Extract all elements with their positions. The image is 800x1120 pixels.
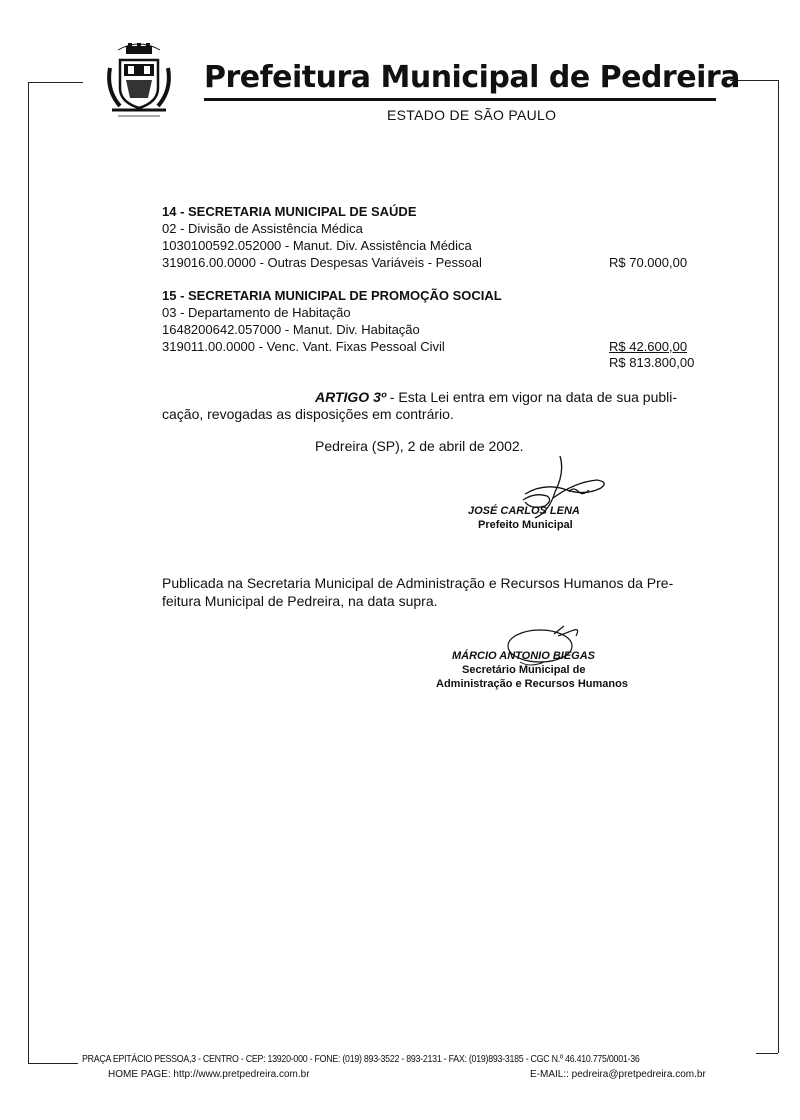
- footer-homepage: HOME PAGE: http://www.pretpedreira.com.br: [108, 1069, 310, 1080]
- section-15-line3: 319011.00.0000 - Venc. Vant. Fixas Pessoal Civil: [162, 339, 445, 354]
- page-subtitle: ESTADO DE SÃO PAULO: [387, 107, 557, 123]
- secretary-role-1: Secretário Municipal de: [462, 664, 586, 676]
- top-border-left: [28, 82, 83, 83]
- secretary-role-2: Administração e Recursos Humanos: [436, 678, 628, 690]
- section-14-line3: 319016.00.0000 - Outras Despesas Variáveis - Pessoal: [162, 255, 482, 270]
- bottom-border-left: [28, 1063, 78, 1064]
- footer-email: E-MAIL:: pedreira@pretpedreira.com.br: [530, 1069, 706, 1080]
- publication-line2: feitura Municipal de Pedreira, na data supra.: [162, 593, 438, 609]
- section-15-amount: R$ 42.600,00: [609, 339, 688, 354]
- section-14-line1: 02 - Divisão de Assistência Médica: [162, 221, 363, 236]
- artigo-text-1: - Esta Lei entra em vigor na data de sua publi-: [385, 389, 678, 405]
- title-underline: [204, 98, 716, 101]
- artigo-label: ARTIGO 3º: [315, 389, 386, 405]
- coat-of-arms-logo: [104, 40, 174, 120]
- section-14-line2: 1030100592.052000 - Manut. Div. Assistência Médica: [162, 238, 472, 253]
- secretary-name: MÁRCIO ANTONIO BIEGAS: [452, 650, 596, 662]
- left-border: [28, 82, 29, 1064]
- footer-address: PRAÇA EPITÁCIO PESSOA,3 - CENTRO - CEP: 13920-000 - FONE: (019) 893-3522 - 893-2131 - FAX: (019)893-3185 - CGC N.º 46.410.775/0001-36: [82, 1053, 640, 1065]
- date-line: Pedreira (SP), 2 de abril de 2002.: [315, 438, 524, 454]
- mayor-role: Prefeito Municipal: [478, 519, 573, 531]
- total-amount: R$ 813.800,00: [609, 355, 695, 370]
- section-14-heading: 14 - SECRETARIA MUNICIPAL DE SAÚDE: [162, 204, 417, 219]
- publication-line1: Publicada na Secretaria Municipal de Administração e Recursos Humanos da Pre-: [162, 575, 674, 591]
- artigo-line2: cação, revogadas as disposições em contrário.: [162, 406, 454, 422]
- bottom-border-right: [756, 1053, 778, 1054]
- section-15-line1: 03 - Departamento de Habitação: [162, 305, 351, 320]
- section-14-amount: R$ 70.000,00: [609, 255, 688, 270]
- section-15-heading: 15 - SECRETARIA MUNICIPAL DE PROMOÇÃO SOCIAL: [162, 288, 502, 303]
- page-title: Prefeitura Municipal de Pedreira: [204, 60, 740, 95]
- artigo-line1: [315, 389, 677, 405]
- section-15-line2: 1648200642.057000 - Manut. Div. Habitação: [162, 322, 420, 337]
- right-border: [778, 80, 779, 1053]
- mayor-name: JOSÉ CARLOS LENA: [468, 505, 580, 517]
